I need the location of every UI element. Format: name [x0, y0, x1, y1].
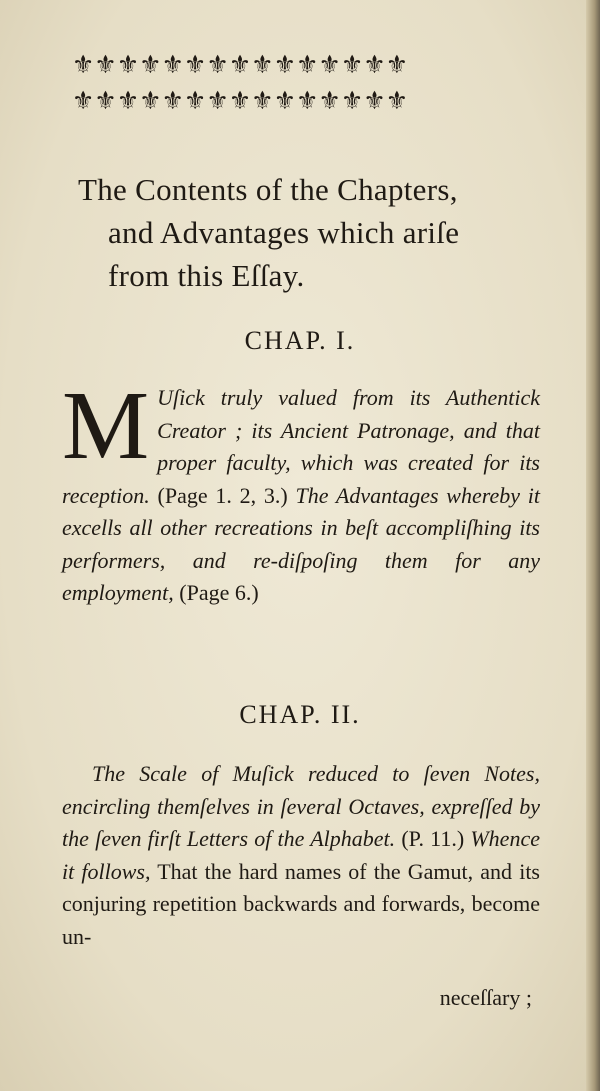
chapter-2-text-c: That the hard names of the Gamut, and its conjuring repetition backwards and forwards, become un- [62, 858, 540, 949]
chapter-1-page-ref-a: (Page 1. 2, 3.) [149, 482, 296, 508]
page-title [78, 168, 548, 297]
page-gutter [586, 0, 600, 1091]
chapter-2-heading: CHAP. II. [239, 700, 361, 729]
chapter-1-page-ref-b: (Page 6.) [173, 580, 259, 605]
drop-cap: M [62, 372, 150, 480]
chapter-1-heading: CHAP. I. [244, 326, 356, 355]
chapter-2-text-b: Whence it follows, [62, 826, 540, 884]
chapter-1-text-b: The Advantages whereby it excells all other recreations in beſt accompliſhing its performers, and re-diſpoſing them for any employment, [62, 482, 540, 605]
chapter-1-text-a: Uſick truly valued from its Authentick Creator ; its Ancient Patronage, and that proper faculty, which was created for its reception. [62, 385, 540, 508]
catchword: neceſſary ; [439, 985, 532, 1010]
chapter-2-page-ref: (P. 11.) [395, 826, 471, 851]
ornament-row-top [72, 50, 542, 80]
fleur-de-lis-icon: ⚜⚜⚜⚜⚜⚜⚜⚜⚜⚜⚜⚜⚜⚜⚜ [72, 86, 409, 115]
chapter-2-summary [62, 758, 540, 953]
chapter-2-text-a: The Scale of Muſick reduced to ſeven Notes, encircling themſelves in ſeveral Octaves, expreſſed by the ſeven firſt Letters of the Alphabet. [62, 761, 540, 851]
title-line-1: The Contents of the Chapters, [78, 172, 458, 207]
title-line-3: from this Eſſay. [108, 258, 305, 293]
ornament-row-bottom [72, 86, 542, 116]
fleur-de-lis-icon: ⚜⚜⚜⚜⚜⚜⚜⚜⚜⚜⚜⚜⚜⚜⚜ [72, 50, 409, 79]
chapter-1-summary [62, 372, 540, 610]
title-line-2: and Advantages which ariſe [108, 215, 460, 250]
